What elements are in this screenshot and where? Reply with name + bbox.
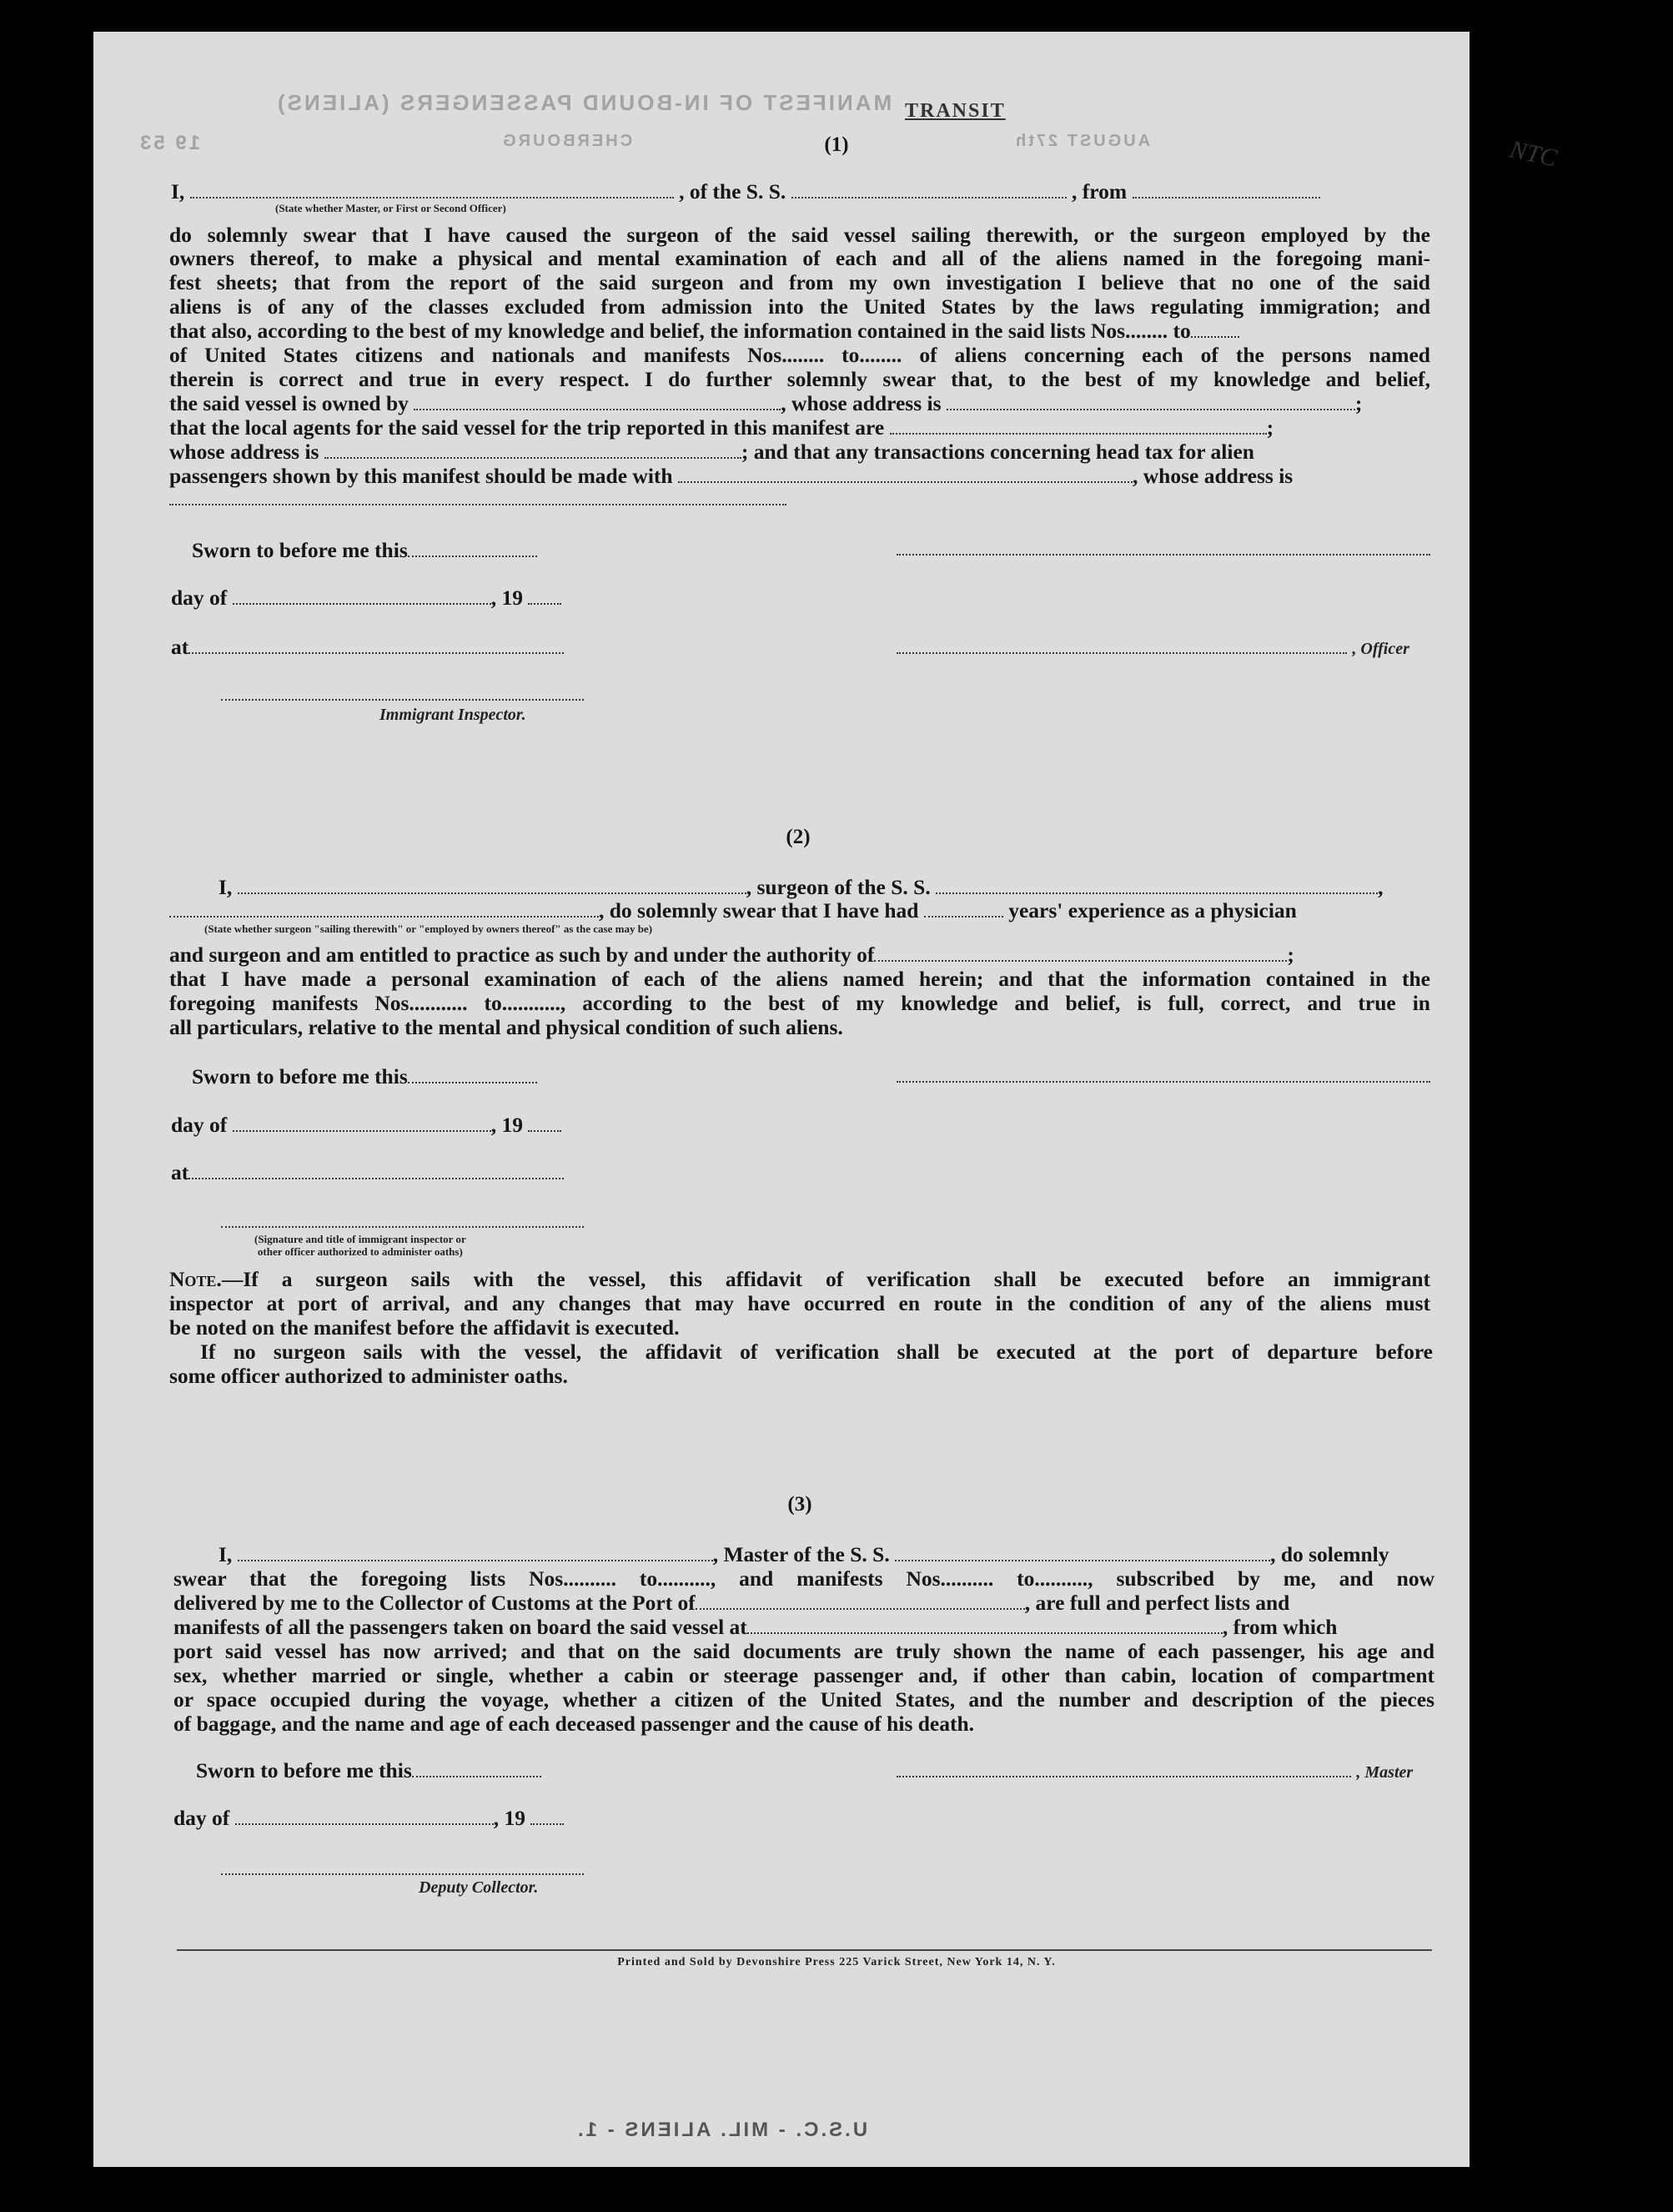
printer-line: Printed and Sold by Devonshire Press 225 Varick Street, New York 14, N. Y.: [617, 1956, 1056, 1968]
s2-para-line: that I have made a personal examination of each of the aliens named herein; and that the information contained in the: [169, 967, 1430, 991]
punch-hole: [1506, 244, 1546, 284]
s1-i: I,: [171, 179, 185, 204]
punch-hole: [1506, 1437, 1546, 1477]
s1-ss: , of the S. S.: [679, 179, 786, 204]
s1-inspector-label: Immigrant Inspector.: [379, 706, 526, 724]
s3-para-line: or space occupied during the voyage, whether a citizen of the United States, and the number and description of the pieces: [173, 1687, 1434, 1712]
s1-line1: [171, 180, 1320, 204]
s3-para-line: of baggage, and the name and age of each deceased passenger and the cause of his death.: [173, 1712, 975, 1736]
s2-note-line: inspector at port of arrival, and any changes that may have occurred en route in the condition of any of the aliens must: [169, 1291, 1430, 1315]
s1-para-line: whose address is ; and that any transactions concerning head tax for alien: [169, 440, 1254, 464]
punch-hole: [1506, 2089, 1546, 2129]
s2-officer-sig-line: [221, 1226, 584, 1228]
s2-line2: , do solemnly swear that I have had years' experience as a physician: [169, 899, 1297, 923]
s1-para-line: do solemnly swear that I have caused the surgeon of the said vessel sailing therewith, or the surgeon employed by the: [169, 223, 1430, 247]
section-2-number: (2): [786, 826, 811, 848]
s2-note-line: If no surgeon sails with the vessel, the affidavit of verification shall be executed at the port of departure before: [200, 1340, 1433, 1364]
bleed-date: AUGUST 27th: [1013, 132, 1151, 150]
s3-sworn: Sworn to before me this: [196, 1759, 541, 1782]
s1-para-line: owners thereof, to make a physical and mental examination of each and all of the aliens named in the foregoing mani-: [169, 246, 1430, 270]
s3-para-line: sex, whether married or single, whether a cabin or steerage passenger and, if other than cabin, location of compartment: [173, 1663, 1434, 1687]
s1-inspector-line: [221, 699, 584, 701]
punch-hole: [1493, 596, 1533, 636]
section-3-number: (3): [787, 1493, 812, 1516]
s2-para-line: and surgeon and am entitled to practice as such by and under the authority of ;: [169, 943, 1294, 967]
footer-rule: [177, 1949, 1432, 1951]
s2-line1: I, , surgeon of the S. S. ,: [219, 875, 1384, 899]
bleed-from: CHERBOURG: [500, 132, 633, 150]
s3-line1: I, , Master of the S. S. , do solemnly: [219, 1542, 1389, 1566]
s2-signature-line: [897, 1081, 1430, 1083]
s2-note-line: some officer authorized to administer oaths.: [169, 1364, 568, 1388]
s3-para-line: delivered by me to the Collector of Customs at the Port of , are full and perfect lists and: [173, 1591, 1290, 1615]
s1-para-line: therein is correct and true in every respect. I do further solemnly swear that, to the best of my knowledge and belief,: [169, 367, 1430, 391]
s2-sworn: Sworn to before me this: [192, 1065, 537, 1088]
s1-from: , from: [1072, 179, 1128, 204]
s1-blank-line: [169, 504, 786, 505]
bleed-bottom: U.S.C. - MIL. ALIENS - 1.: [575, 2119, 868, 2141]
s3-deputy-label: Deputy Collector.: [419, 1878, 539, 1897]
s2-note-line: Note.—If a surgeon sails with the vessel, this affidavit of verification shall be executed before an immigrant: [169, 1267, 1430, 1291]
s1-para-line: the said vessel is owned by , whose address is ;: [169, 391, 1363, 415]
s3-day-of: day of , 19: [173, 1807, 564, 1830]
s2-note-line: be noted on the manifest before the affidavit is executed.: [169, 1315, 680, 1340]
s2-surgeon-note: (State whether surgeon "sailing therewith" or "employed by owners thereof" as the case may be): [204, 923, 653, 935]
s2-at: at: [171, 1161, 564, 1184]
s3-para-line: manifests of all the passengers taken on board the said vessel at , from which: [173, 1615, 1338, 1639]
bleed-year: 19 53: [138, 132, 201, 154]
s2-para-line: foregoing manifests Nos........... to..........., according to the best of my knowledge and belief, is full, correct, and true in: [169, 991, 1430, 1015]
side-note: NTC: [1507, 135, 1560, 173]
punch-hole: [1493, 1708, 1533, 1748]
s1-officer-note: (State whether Master, or First or Second Officer): [275, 202, 506, 214]
s3-para-line: swear that the foregoing lists Nos.......... to.........., and manifests Nos.......... to.........., subscribed by me, and now: [173, 1566, 1434, 1591]
s1-para-line: that also, according to the best of my knowledge and belief, the information contained in the said lists Nos........ to: [169, 319, 1239, 343]
punch-hole: [1493, 204, 1533, 244]
s1-sworn: Sworn to before me this: [192, 539, 537, 562]
punch-hole: [1506, 1086, 1546, 1126]
s1-at: at: [171, 636, 564, 659]
transit-label: TRANSIT: [905, 100, 1006, 122]
s1-para-line: of United States citizens and nationals and manifests Nos........ to........ of aliens concerning each of the persons named: [169, 343, 1430, 367]
s1-para-line: aliens is of any of the classes excluded from admission into the United States by the laws regulating immigration; and: [169, 294, 1430, 319]
punch-hole: [1491, 721, 1531, 761]
s3-para-line: port said vessel has now arrived; and that on the said documents are truly shown the name of each passenger, his age and: [173, 1639, 1434, 1663]
punch-hole: [1491, 77, 1536, 122]
s1-day-of: day of , 19: [171, 586, 561, 610]
s2-day-of: day of , 19: [171, 1114, 561, 1137]
s1-para-line: fest sheets; that from the report of the said surgeon and from my own investigation I believe that no one of the said: [169, 270, 1430, 294]
s3-master-line: , Master: [897, 1759, 1413, 1784]
s2-para-line: all particulars, relative to the mental and physical condition of such aliens.: [169, 1015, 843, 1039]
s1-signature-line: [897, 554, 1430, 556]
s1-officer-line: , Officer: [897, 636, 1409, 661]
s2-sig-note: (Signature and title of immigrant inspector or other officer authorized to administer oaths): [254, 1233, 466, 1258]
bleed-title: MANIFEST OF IN-BOUND PASSENGERS (ALIENS): [275, 90, 892, 115]
section-1-number: (1): [824, 133, 849, 156]
note-label: Note.: [169, 1267, 222, 1291]
s1-para-line: passengers shown by this manifest should be made with , whose address is: [169, 464, 1294, 488]
s3-deputy-line: [221, 1873, 584, 1875]
s1-para-line: that the local agents for the said vessel for the trip reported in this manifest are ;: [169, 415, 1274, 440]
